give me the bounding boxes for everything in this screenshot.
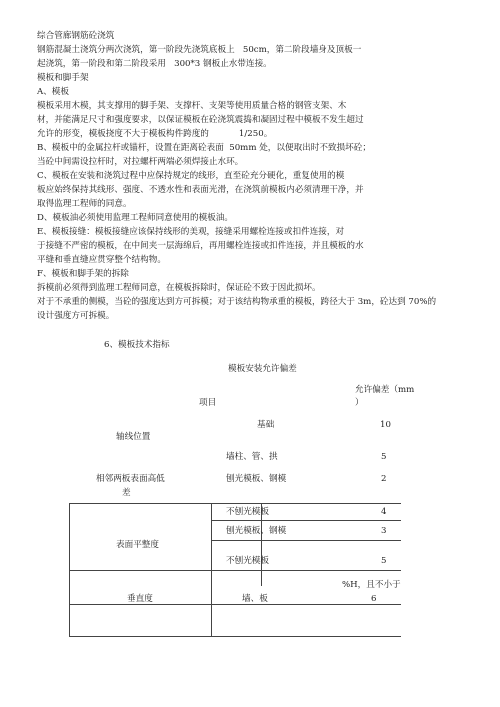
heading-formwork-scaffold: 模板和脚手架 (37, 73, 89, 83)
body-line: 设计强度方可拆模。 (37, 311, 115, 321)
body-line: 拆模前必须得到监理工程师同意，在模板拆除时，保证砼不致于因此损坏。 (37, 283, 321, 293)
verticality-value: 6 (371, 594, 377, 604)
axis-position-label: 轴线位置 (116, 432, 151, 442)
section-heading: 6、模板技术指标 (104, 340, 170, 350)
table-rule (211, 540, 401, 541)
unplaned-label: 不刨光模板 (226, 507, 269, 517)
body-line: 材，并能满足尺寸和强度要求，以保证模板在砼浇筑震捣和凝固过程中模板不发生超过 (37, 115, 364, 125)
body-line: D、模板油必须使用监理工程师同意使用的模板油。 (37, 213, 233, 223)
planed-value: 2 (381, 474, 387, 484)
table-rule (69, 503, 401, 504)
foundation-value: 10 (380, 420, 391, 430)
body-line: C、模板在安装和浇筑过程中应保持规定的线形，直至砼充分硬化，重复使用的模 (37, 171, 345, 181)
wall-value: 5 (381, 452, 387, 462)
header-tolerance-close: ） (355, 398, 364, 408)
header-item: 项目 (199, 398, 217, 408)
body-line: 平缝和垂直缝应贯穿整个结构物。 (37, 255, 166, 265)
wall-label: 墙柱、管、拱 (226, 452, 278, 462)
body-line: 取得监理工程师的同意。 (37, 199, 132, 209)
table-title: 模板安装允许偏差 (228, 364, 297, 374)
table-rule (261, 576, 262, 586)
adjacent-label-line2: 差 (122, 488, 131, 498)
table-rule (69, 604, 401, 605)
planed-label: 刨光模板、钢模 (226, 474, 287, 484)
percent-note: %H，且不小于 (342, 580, 401, 590)
unplaned-value: 4 (381, 507, 387, 517)
flatness-unplaned-label: 不刨光模板 (226, 556, 269, 566)
flatness-planed-value: 3 (381, 526, 387, 536)
flatness-planed-label: 刨光模板、钢模 (226, 526, 287, 536)
body-line: E、模板接缝：模板接缝应该保持线形的美观，接缝采用螺栓连接或扣件连接，对 (37, 227, 345, 237)
subheading-a: A、模板 (37, 87, 69, 97)
table-rule (211, 520, 401, 521)
adjacent-label-line1: 相邻两板表面高低 (96, 474, 165, 484)
verticality-sub-label: 墙、板 (242, 594, 268, 604)
verticality-label: 垂直度 (127, 594, 153, 604)
body-line: 钢筋混凝土浇筑分两次浇筑，第一阶段先浇筑底板上 50cm，第二阶段墙身及顶板一 (37, 45, 362, 55)
flatness-unplaned-value: 5 (381, 556, 387, 566)
table-rule (69, 636, 401, 637)
body-line: 模板采用木模，其支撑用的脚手架、支撑杆、支架等使用质量合格的钢管支架、木 (37, 101, 347, 111)
foundation-label: 基础 (257, 420, 275, 430)
table-rule (69, 570, 401, 571)
body-line: 当砼中间需设拉杆时，对拉螺杆两端必须焊接止水环。 (37, 157, 244, 167)
body-line: B、模板中的金属拉杆或锚杆，设置在距离砼表面 50mm 处，以便取出时不致损坏砼； (37, 143, 371, 153)
heading-concrete-pouring: 综合管廊钢筋砼浇筑 (37, 31, 115, 41)
body-line: 板应始终保持其线形、强度、不透水性和表面光滑，在浇筑前模板内必须清理干净，并 (37, 185, 364, 195)
body-line: 于接缝不严密的模板，在中间夹一层海绵后，再用螺栓连接或扣件连接，并且模板的水 (37, 241, 364, 251)
header-tolerance: 允许偏差（mm (355, 385, 415, 395)
flatness-label: 表面平整度 (116, 540, 159, 550)
subheading-f: F、模板和脚手架的拆除 (37, 269, 129, 279)
body-line: 允许的形变，模板挠度不大于模板构件跨度的 1/250。 (37, 129, 273, 139)
body-line: 起浇筑，第一阶段和第二阶段采用 300*3 钢板止水带连接。 (37, 59, 272, 69)
body-line: 对于不承重的侧模，当砼的强度达到方可拆模；对于该结构物承重的模板，跨径大于 3m，砼达到 70%的 (37, 297, 437, 307)
